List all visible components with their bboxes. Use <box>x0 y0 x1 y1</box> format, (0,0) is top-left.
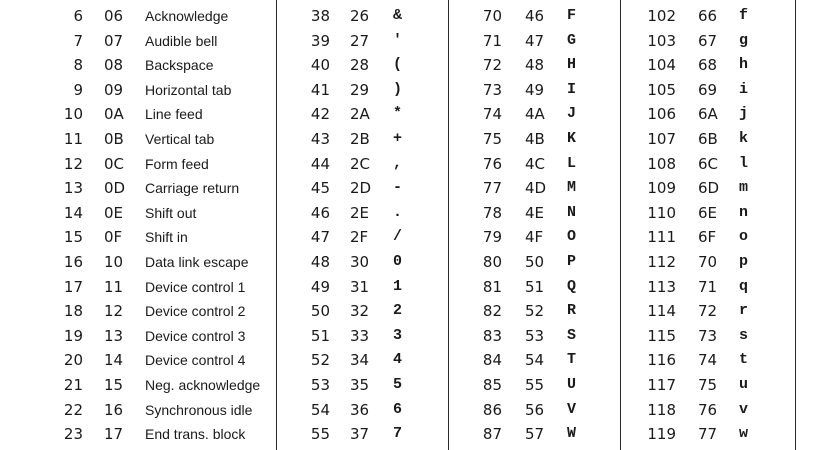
name-cell: Horizontal tab <box>145 81 232 98</box>
table-row <box>0 324 820 349</box>
decimal-cell: 107 <box>647 130 676 148</box>
decimal-cell: 52 <box>310 351 330 370</box>
hex-cell: 71 <box>698 277 718 296</box>
hex-cell: 74 <box>698 351 718 370</box>
hex-cell: 28 <box>350 56 370 75</box>
hex-cell: 12 <box>104 302 124 321</box>
name-cell: Device control 2 <box>145 303 246 320</box>
table-row <box>0 422 820 447</box>
table-row <box>0 299 820 324</box>
char-cell: . <box>393 203 403 221</box>
decimal-cell: 39 <box>310 31 330 50</box>
char-cell: f <box>739 7 749 24</box>
char-cell: I <box>567 80 577 98</box>
hex-cell: 0D <box>104 179 126 198</box>
decimal-cell: 105 <box>647 80 676 99</box>
char-cell: 1 <box>393 277 403 295</box>
decimal-cell: 84 <box>482 351 502 370</box>
char-cell: 2 <box>393 302 403 320</box>
table-row <box>0 127 820 152</box>
char-cell: 0 <box>393 253 403 270</box>
char-cell: 4 <box>393 351 403 369</box>
table-row <box>0 373 820 398</box>
decimal-cell: 102 <box>647 7 676 25</box>
decimal-cell: 11 <box>63 130 83 148</box>
hex-cell: 2C <box>350 154 371 173</box>
hex-cell: 30 <box>350 253 370 271</box>
decimal-cell: 86 <box>482 400 502 419</box>
hex-cell: 4F <box>525 228 544 247</box>
name-cell: Backspace <box>145 57 214 74</box>
name-cell: End trans. block <box>145 426 246 443</box>
table-row <box>0 225 820 250</box>
decimal-cell: 87 <box>482 425 502 444</box>
char-cell: T <box>567 351 577 369</box>
decimal-cell: 75 <box>482 130 502 148</box>
hex-cell: 33 <box>350 326 370 345</box>
char-cell: n <box>739 203 749 221</box>
decimal-cell: 53 <box>310 376 330 394</box>
char-cell: Q <box>567 277 577 295</box>
decimal-cell: 15 <box>63 228 83 247</box>
name-cell: Data link escape <box>145 254 249 270</box>
hex-cell: 6F <box>698 228 717 247</box>
hex-cell: 53 <box>525 326 545 345</box>
table-row <box>0 201 820 226</box>
hex-cell: 2B <box>350 130 370 148</box>
decimal-cell: 20 <box>63 351 83 370</box>
table-row <box>0 53 820 78</box>
decimal-cell: 21 <box>63 376 83 394</box>
hex-cell: 77 <box>698 425 718 444</box>
char-cell: r <box>739 302 749 320</box>
decimal-cell: 85 <box>482 376 502 394</box>
hex-cell: 2A <box>350 105 370 124</box>
table-row <box>0 176 820 201</box>
char-cell: V <box>567 400 577 418</box>
char-cell: K <box>567 130 577 147</box>
hex-cell: 67 <box>698 31 718 50</box>
hex-cell: 4A <box>525 105 545 124</box>
decimal-cell: 17 <box>63 277 83 296</box>
decimal-cell: 22 <box>63 400 83 419</box>
char-cell: q <box>739 277 749 295</box>
decimal-cell: 55 <box>310 425 330 444</box>
decimal-cell: 78 <box>482 203 502 222</box>
hex-cell: 32 <box>350 302 370 321</box>
hex-cell: 57 <box>525 425 545 444</box>
decimal-cell: 10 <box>63 105 83 124</box>
hex-cell: 06 <box>104 7 124 25</box>
decimal-cell: 14 <box>63 203 83 222</box>
hex-cell: 73 <box>698 326 718 345</box>
table-row <box>0 275 820 300</box>
decimal-cell: 113 <box>647 277 676 296</box>
hex-cell: 75 <box>698 376 718 394</box>
decimal-cell: 9 <box>73 80 83 99</box>
decimal-cell: 44 <box>310 154 330 173</box>
decimal-cell: 12 <box>63 154 83 173</box>
hex-cell: 2D <box>350 179 372 198</box>
decimal-cell: 73 <box>482 80 502 99</box>
hex-cell: 09 <box>104 80 124 99</box>
hex-cell: 34 <box>350 351 370 370</box>
char-cell: k <box>739 130 749 147</box>
hex-cell: 47 <box>525 31 545 50</box>
decimal-cell: 80 <box>482 253 502 271</box>
decimal-cell: 46 <box>310 203 330 222</box>
decimal-cell: 49 <box>310 277 330 296</box>
hex-cell: 4C <box>525 154 546 173</box>
hex-cell: 70 <box>698 253 718 271</box>
hex-cell: 6C <box>698 154 719 173</box>
hex-cell: 2E <box>350 203 370 222</box>
hex-cell: 6D <box>698 179 720 198</box>
decimal-cell: 47 <box>310 228 330 247</box>
decimal-cell: 8 <box>73 56 83 75</box>
char-cell: ' <box>393 31 403 49</box>
hex-cell: 0B <box>104 130 124 148</box>
char-cell: h <box>739 56 749 74</box>
decimal-cell: 82 <box>482 302 502 321</box>
char-cell: o <box>739 228 749 246</box>
table-row <box>0 78 820 103</box>
hex-cell: 4B <box>525 130 545 148</box>
char-cell: 7 <box>393 425 403 443</box>
decimal-cell: 50 <box>310 302 330 321</box>
decimal-cell: 79 <box>482 228 502 247</box>
hex-cell: 0E <box>104 203 124 222</box>
hex-cell: 55 <box>525 376 545 394</box>
char-cell: v <box>739 400 749 418</box>
decimal-cell: 106 <box>647 105 676 124</box>
decimal-cell: 76 <box>482 154 502 173</box>
hex-cell: 52 <box>525 302 545 321</box>
char-cell: L <box>567 154 577 172</box>
char-cell: m <box>739 179 749 197</box>
hex-cell: 27 <box>350 31 370 50</box>
decimal-cell: 116 <box>647 351 676 370</box>
char-cell: l <box>739 154 749 172</box>
name-cell: Neg. acknowledge <box>145 377 261 393</box>
decimal-cell: 118 <box>647 400 676 419</box>
hex-cell: 0A <box>104 105 124 124</box>
hex-cell: 35 <box>350 376 370 394</box>
char-cell: ) <box>393 80 403 98</box>
hex-cell: 10 <box>104 253 124 271</box>
decimal-cell: 111 <box>647 228 676 247</box>
table-row <box>0 4 820 29</box>
hex-cell: 6B <box>698 130 718 148</box>
hex-cell: 50 <box>525 253 545 271</box>
char-cell: p <box>739 253 749 270</box>
hex-cell: 0F <box>104 228 123 247</box>
decimal-cell: 112 <box>647 253 676 271</box>
hex-cell: 56 <box>525 400 545 419</box>
char-cell: i <box>739 80 749 98</box>
decimal-cell: 108 <box>647 154 676 173</box>
table-row <box>0 29 820 54</box>
name-cell: Device control 3 <box>145 327 246 344</box>
char-cell: * <box>393 105 403 123</box>
char-cell: j <box>739 105 749 123</box>
decimal-cell: 42 <box>310 105 330 124</box>
char-cell: 6 <box>393 400 403 418</box>
hex-cell: 11 <box>104 277 124 296</box>
hex-cell: 29 <box>350 80 370 99</box>
name-cell: Device control 1 <box>145 278 246 295</box>
char-cell: t <box>739 351 749 369</box>
char-cell: / <box>393 228 403 246</box>
char-cell: 5 <box>393 376 403 393</box>
hex-cell: 48 <box>525 56 545 75</box>
decimal-cell: 23 <box>63 425 83 444</box>
decimal-cell: 54 <box>310 400 330 419</box>
char-cell: u <box>739 376 749 393</box>
char-cell: O <box>567 228 577 246</box>
char-cell: - <box>393 179 403 197</box>
char-cell: J <box>567 105 577 123</box>
hex-cell: 2F <box>350 228 369 247</box>
decimal-cell: 115 <box>647 326 676 345</box>
decimal-cell: 83 <box>482 326 502 345</box>
hex-cell: 72 <box>698 302 718 321</box>
char-cell: M <box>567 179 577 197</box>
char-cell: R <box>567 302 577 320</box>
hex-cell: 54 <box>525 351 545 370</box>
hex-cell: 6E <box>698 203 718 222</box>
decimal-cell: 81 <box>482 277 502 296</box>
char-cell: F <box>567 7 577 24</box>
decimal-cell: 45 <box>310 179 330 198</box>
decimal-cell: 7 <box>73 31 83 50</box>
hex-cell: 37 <box>350 425 370 444</box>
hex-cell: 6A <box>698 105 718 124</box>
decimal-cell: 103 <box>647 31 676 50</box>
name-cell: Shift out <box>145 204 197 221</box>
name-cell: Carriage return <box>145 180 240 197</box>
char-cell: H <box>567 56 577 74</box>
decimal-cell: 40 <box>310 56 330 75</box>
hex-cell: 66 <box>698 7 718 25</box>
name-cell: Audible bell <box>145 32 218 49</box>
table-row <box>0 348 820 373</box>
char-cell: U <box>567 376 577 393</box>
decimal-cell: 38 <box>310 7 330 25</box>
decimal-cell: 13 <box>63 179 83 198</box>
decimal-cell: 77 <box>482 179 502 198</box>
name-cell: Vertical tab <box>145 131 215 147</box>
char-cell: w <box>739 425 749 443</box>
hex-cell: 69 <box>698 80 718 99</box>
table-row <box>0 102 820 127</box>
hex-cell: 51 <box>525 277 545 296</box>
char-cell: G <box>567 31 577 49</box>
decimal-cell: 110 <box>647 203 676 222</box>
decimal-cell: 74 <box>482 105 502 124</box>
decimal-cell: 70 <box>482 7 502 25</box>
decimal-cell: 16 <box>63 253 83 271</box>
hex-cell: 26 <box>350 7 370 25</box>
hex-cell: 13 <box>104 326 124 345</box>
name-cell: Line feed <box>145 106 203 123</box>
decimal-cell: 119 <box>647 425 676 444</box>
char-cell: + <box>393 130 403 147</box>
hex-cell: 68 <box>698 56 718 75</box>
char-cell: W <box>567 425 577 443</box>
decimal-cell: 71 <box>482 31 502 50</box>
name-cell: Synchronous idle <box>145 401 253 418</box>
hex-cell: 46 <box>525 7 545 25</box>
decimal-cell: 51 <box>310 326 330 345</box>
hex-cell: 36 <box>350 400 370 419</box>
decimal-cell: 6 <box>73 7 83 25</box>
name-cell: Device control 4 <box>145 352 246 369</box>
decimal-cell: 19 <box>63 326 83 345</box>
hex-cell: 49 <box>525 80 545 99</box>
decimal-cell: 117 <box>647 376 676 394</box>
char-cell: N <box>567 203 577 221</box>
hex-cell: 17 <box>104 425 124 444</box>
decimal-cell: 43 <box>310 130 330 148</box>
char-cell: & <box>393 7 403 24</box>
decimal-cell: 18 <box>63 302 83 321</box>
char-cell: g <box>739 31 749 49</box>
hex-cell: 14 <box>104 351 124 370</box>
hex-cell: 07 <box>104 31 124 50</box>
table-row <box>0 152 820 177</box>
hex-cell: 08 <box>104 56 124 75</box>
hex-cell: 0C <box>104 154 125 173</box>
char-cell: , <box>393 154 403 172</box>
char-cell: 3 <box>393 326 403 344</box>
name-cell: Shift in <box>145 229 188 246</box>
name-cell: Acknowledge <box>145 8 229 24</box>
table-row <box>0 398 820 423</box>
hex-cell: 16 <box>104 400 124 419</box>
hex-cell: 31 <box>350 277 370 296</box>
decimal-cell: 48 <box>310 253 330 271</box>
table-row <box>0 250 820 275</box>
hex-cell: 4D <box>525 179 547 198</box>
decimal-cell: 41 <box>310 80 330 99</box>
char-cell: ( <box>393 56 403 74</box>
hex-cell: 76 <box>698 400 718 419</box>
char-cell: S <box>567 326 577 344</box>
hex-cell: 4E <box>525 203 545 222</box>
decimal-cell: 104 <box>647 56 676 75</box>
hex-cell: 15 <box>104 376 124 394</box>
decimal-cell: 72 <box>482 56 502 75</box>
decimal-cell: 114 <box>647 302 676 321</box>
decimal-cell: 109 <box>647 179 676 198</box>
name-cell: Form feed <box>145 155 209 172</box>
char-cell: P <box>567 253 577 270</box>
char-cell: s <box>739 326 749 344</box>
